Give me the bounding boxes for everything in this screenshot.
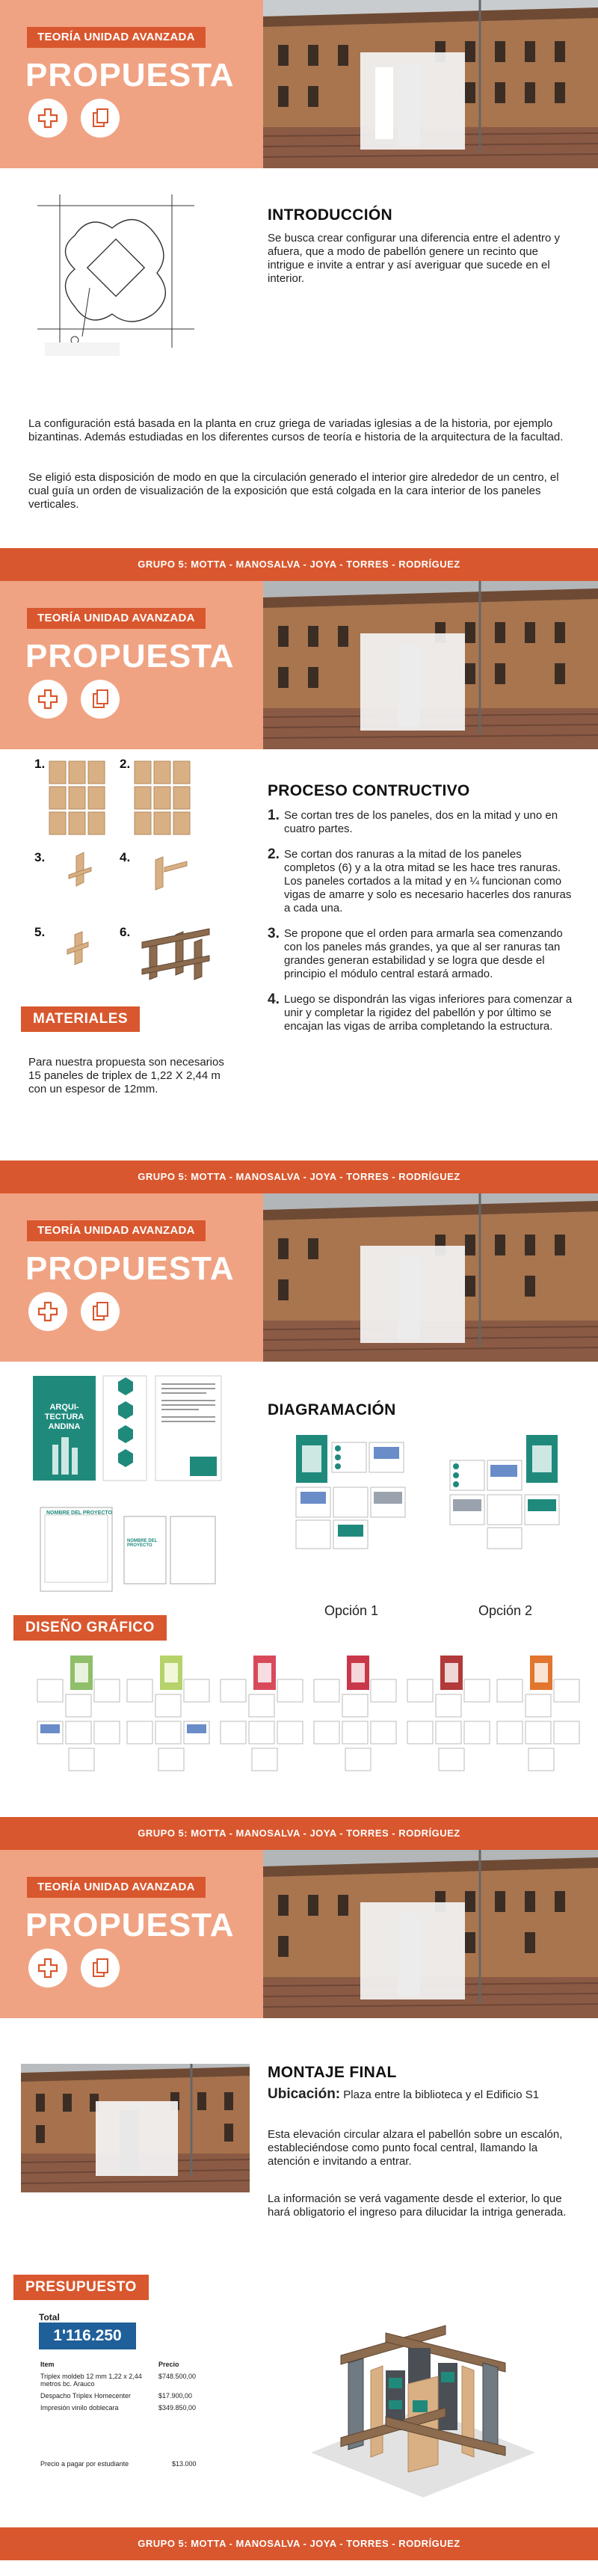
- montaje-p1: Esta elevación circular alzara el pabellón sobre un escalón, estableciéndose como punto focal central, llamando la atención e invitando a entrar.: [268, 2128, 563, 2168]
- hero-header: [0, 581, 598, 749]
- step-number: 2.: [120, 757, 131, 771]
- option-1-label: Opción 1: [324, 1603, 379, 1618]
- page-title: PROPUESTA: [25, 1250, 235, 1287]
- col-precio: Precio: [158, 2361, 179, 2368]
- step-number: 6.: [120, 925, 131, 939]
- materials-label: MATERIALES: [21, 1006, 140, 1032]
- montaje-heading: MONTAJE FINAL: [268, 2064, 397, 2081]
- presupuesto-label: PRESUPUESTO: [13, 2275, 149, 2300]
- table-header-row: [37, 2358, 232, 2370]
- intro-body-2: Se eligió esta disposición de modo en que la circulación generado el interior gire alrededor de un centro, el cual guía un orden de visualización de la exposición que está colgada en la cara interior de los paneles verticales.: [28, 471, 559, 511]
- proceso-step: 2. Se cortan dos ranuras a la mitad de los paneles completos (6) y a la otra mitad se les hace tres ranuras. Los paneles cortados a la mitad y en ¼ funcionan como vigas de amarre y solo es necesario hacerles dos ranuras a cada una.: [268, 846, 572, 914]
- per-student-label: Precio a pagar por estudiante: [40, 2460, 129, 2468]
- step-number: 4.: [120, 850, 131, 864]
- hero-header: [0, 1850, 598, 2018]
- ubicacion-label: Ubicación:: [268, 2086, 341, 2102]
- plan-drawing: [30, 191, 202, 359]
- footer-band: GRUPO 5: MOTTA - MANOSALVA - JOYA - TORRES - RODRÍGUEZ: [0, 548, 598, 581]
- course-tag: TEORÍA UNIDAD AVANZADA: [27, 608, 206, 629]
- plus-circle-icon[interactable]: [28, 680, 67, 719]
- hero-header: [0, 0, 598, 168]
- footer-band: GRUPO 5: MOTTA - MANOSALVA - JOYA - TORRES - RODRÍGUEZ: [0, 1817, 598, 1850]
- table-row: Despacho Triplex Homecenter $17.900,00: [40, 2392, 193, 2400]
- page-title: PROPUESTA: [25, 57, 235, 93]
- campus-photo: [263, 0, 598, 168]
- montaje-p2: La información se verá vagamente desde el exterior, lo que hará obligatorio el ingreso para dilucidar la intriga generada.: [268, 2192, 567, 2219]
- page-title: PROPUESTA: [25, 638, 235, 674]
- document-icon[interactable]: [81, 1292, 120, 1331]
- proceso-step: 4. Luego se dispondrán las vigas inferiores para comenzar a unir y completar la rigidez del pabellón y por último se encajan las vigas de arriba completando la estructura.: [268, 992, 573, 1033]
- hero-background: [0, 1193, 263, 1362]
- ubicacion: [268, 2088, 576, 2102]
- step-illustrations: [30, 755, 224, 1002]
- footer-band: GRUPO 5: MOTTA - MANOSALVA - JOYA - TORRES - RODRÍGUEZ: [0, 2527, 598, 2560]
- course-tag: TEORÍA UNIDAD AVANZADA: [27, 1877, 206, 1898]
- intro-paragraph: Se busca crear configurar una diferencia entre el adentro y afuera, que a modo de pabellón genere un recinto que intrigue e invite a entrar y así averiguar que sucede en el interior.: [268, 232, 561, 285]
- diseno-grafico-label: DISEÑO GRÁFICO: [13, 1615, 167, 1641]
- campus-photo: [263, 1193, 598, 1362]
- layout-option-2: [446, 1432, 573, 1552]
- hero-background: [0, 0, 263, 168]
- document-icon[interactable]: [81, 99, 120, 138]
- hero-background: [0, 581, 263, 749]
- campus-photo: [263, 1850, 598, 2018]
- page-title: PROPUESTA: [25, 1907, 235, 1943]
- table-row: Impresión vinilo doblecara $349.850,00: [40, 2404, 197, 2411]
- plus-circle-icon[interactable]: [28, 1292, 67, 1331]
- col-item: Item: [40, 2361, 55, 2368]
- course-tag: TEORÍA UNIDAD AVANZADA: [27, 27, 206, 48]
- proceso-step: 1. Se cortan tres de los paneles, dos en la mitad y uno en cuatro partes.: [268, 808, 558, 835]
- proceso-step: 3. Se propone que el orden para armarla sea comenzando con los paneles más grandes, ya que al ser ranuras tan grandes generan estabilidad y se logra que desde el principio el módulo central estará armado.: [268, 926, 563, 980]
- plus-circle-icon[interactable]: [28, 99, 67, 138]
- mock-title: NOMBRE DEL PROYECTO: [127, 1539, 158, 1548]
- mock-title: NOMBRE DEL PROYECTO: [46, 1510, 113, 1516]
- blank-layout-mockup: [39, 1504, 218, 1594]
- step-number: 1.: [34, 757, 46, 771]
- layout-option-1: [292, 1432, 411, 1552]
- budget-total-label: Total: [39, 2312, 60, 2323]
- hero-background: [0, 1850, 263, 2018]
- intro-heading: INTRODUCCIÓN: [268, 206, 392, 224]
- plus-circle-icon[interactable]: [28, 1949, 67, 1988]
- materials-text: Para nuestra propuesta son necesarios 15 paneles de triplex de 1,22 X 2,44 m con un espesor de 12mm.: [28, 1056, 224, 1095]
- budget-total-box: 1'116.250: [39, 2323, 136, 2349]
- cover-title: ARQUI-TECTURA ANDINA: [44, 1403, 84, 1431]
- table-row: Triplex moldeb 12 mm 1,22 x 2,44 metros bc. Arauco $748.500,00: [40, 2373, 197, 2388]
- footer-band: GRUPO 5: MOTTA - MANOSALVA - JOYA - TORRES - RODRÍGUEZ: [0, 1161, 598, 1193]
- pavilion-render: [296, 2288, 550, 2505]
- book-cover-mockup: [30, 1373, 226, 1485]
- course-tag: TEORÍA UNIDAD AVANZADA: [27, 1220, 206, 1241]
- campus-photo: [263, 581, 598, 749]
- ubicacion-text: Plaza entre la biblioteca y el Edificio S1: [340, 2088, 540, 2101]
- proceso-steps: [268, 809, 574, 1045]
- per-student-value: $13.000: [172, 2460, 197, 2468]
- intro-body-1: La configuración está basada en la planta en cruz griega de variadas iglesias a de la historia, por ejemplo bizantinas. Además estudiadas en los diferentes cursos de teoría e historia de la arquitectura de la facultad.: [28, 417, 564, 443]
- document-icon[interactable]: [81, 680, 120, 719]
- step-number: 5.: [34, 925, 46, 939]
- diagramacion-heading: DIAGRAMACIÓN: [268, 1401, 396, 1418]
- proceso-heading: PROCESO CONTRUCTIVO: [268, 782, 470, 799]
- option-2-label: Opción 2: [478, 1603, 533, 1618]
- step-number: 3.: [34, 850, 46, 864]
- budget-table: [37, 2358, 232, 2414]
- hero-header: [0, 1193, 598, 1362]
- montaje-photo: [21, 2064, 250, 2192]
- graphic-design-variants: [30, 1650, 583, 1784]
- document-icon[interactable]: [81, 1949, 120, 1988]
